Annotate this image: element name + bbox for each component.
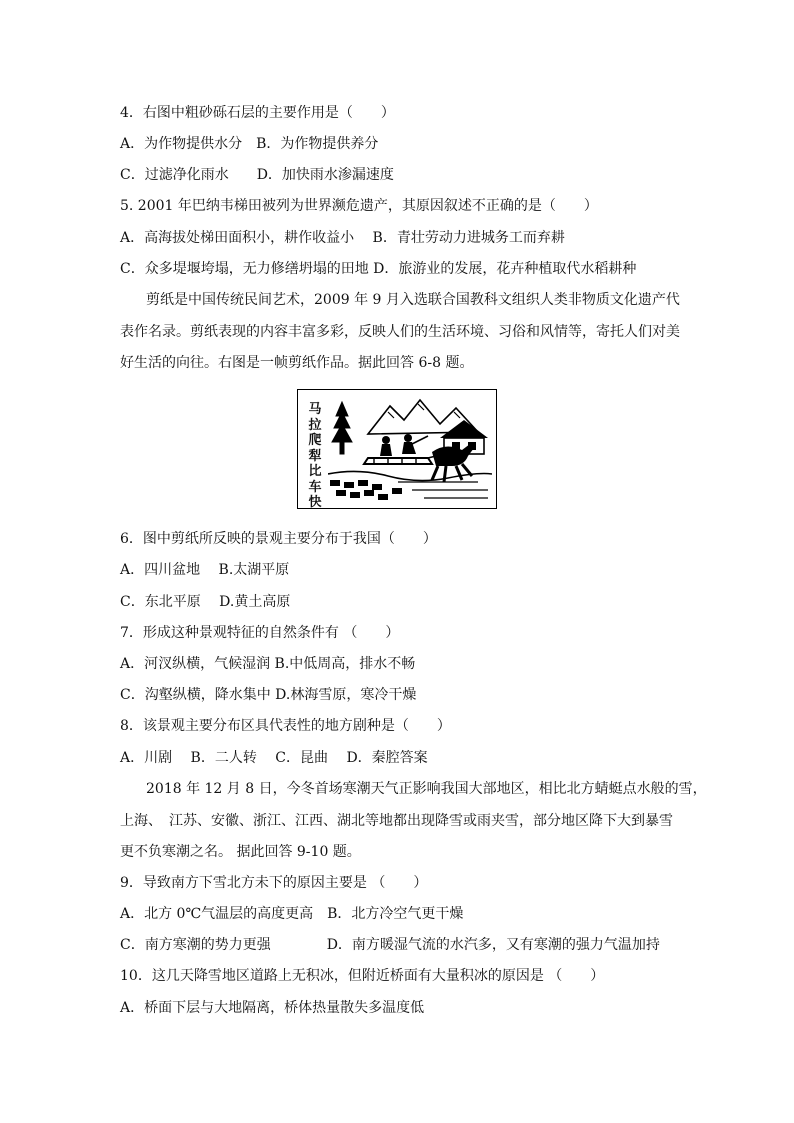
caption-char: 比: [308, 464, 322, 479]
caption-char: 马: [308, 402, 322, 417]
caption-char: 犁: [308, 448, 322, 464]
q5-options-cd: C．众多堤堰垮塌，无力修缮坍塌的田地 D．旅游业的发展，花卉种植取代水稻耕种: [120, 261, 637, 277]
q5-options-ab: A．高海拔处梯田面积小，耕作收益小 B．青壮劳动力进城务工而弃耕: [120, 230, 565, 246]
passage2-line3: 更不负寒潮之名。 据此回答 9-10 题。: [120, 844, 361, 860]
q6-options-ab: A．四川盆地 B.太湖平原: [120, 562, 290, 578]
passage2-line2: 上海、 江苏、安徽、浙江、江西、湖北等地都出现降雪或雨夹雪，部分地区降下大到暴雪: [120, 813, 673, 829]
q7-options-cd: C．沟壑纵横，降水集中 D.林海雪原，寒冷干燥: [120, 687, 417, 703]
q9-options-cd: C．南方寒潮的势力更强 D．南方暖湿气流的水汽多，又有寒潮的强力气温加持: [120, 937, 660, 953]
caption-char: 快: [308, 495, 322, 510]
q5-stem: 5. 2001 年巴纳韦梯田被列为世界濒危遗产，其原因叙述不正确的是（ ）: [120, 198, 598, 214]
q6-options-cd: C．东北平原 D.黄土高原: [120, 594, 291, 610]
passage2-line1: 2018 年 12 月 8 日，今冬首场寒潮天气正影响我国大部地区，相比北方蜻蜓点水般的雪，: [146, 781, 707, 797]
q4-options-cd: C．过滤净化雨水 D．加快雨水渗漏速度: [120, 167, 394, 183]
passage1-line3: 好生活的向往。右图是一帧剪纸作品。据此回答 6-8 题。: [120, 355, 474, 371]
q10-stem: 10．这几天降雪地区道路上无积冰，但附近桥面有大量积冰的原因是 （ ）: [120, 968, 605, 984]
figure-caption: [307, 402, 323, 511]
caption-char: 爬: [308, 433, 322, 448]
caption-char: 拉: [308, 417, 322, 433]
paper-cut-figure: [297, 389, 497, 509]
q10-option-a: A．桥面下层与大地隔离，桥体热量散失多温度低: [120, 1000, 425, 1016]
q7-options-ab: A．河汊纵横，气候湿润 B.中低周高，排水不畅: [120, 656, 416, 672]
q6-stem: 6．图中剪纸所反映的景观主要分布于我国（ ）: [120, 531, 437, 547]
q9-stem: 9．导致南方下雪北方未下的原因主要是 （ ）: [120, 875, 428, 891]
q7-stem: 7．形成这种景观特征的自然条件有 （ ）: [120, 625, 400, 641]
q8-options: A．川剧 B．二人转 C．昆曲 D．秦腔答案: [120, 750, 428, 766]
q9-options-ab: A．北方 0℃气温层的高度更高 B．北方冷空气更干燥: [120, 906, 464, 922]
q8-stem: 8．该景观主要分布区具代表性的地方剧种是（ ）: [120, 718, 451, 734]
pine-tree-icon: [332, 402, 352, 454]
sled-paper-cut-illustration: [328, 394, 492, 504]
passage1-line1: 剪纸是中国传统民间艺术，2009 年 9 月入选联合国教科文组织人类非物质文化遗产代: [146, 292, 680, 308]
q4-options-ab: A．为作物提供水分 B．为作物提供养分: [120, 136, 379, 152]
caption-char: 车: [308, 479, 322, 495]
q4-stem: 4．右图中粗砂砾石层的主要作用是（ ）: [120, 105, 395, 121]
passage1-line2: 表作名录。剪纸表现的内容丰富多彩，反映人们的生活环境、习俗和风情等，寄托人们对美: [120, 324, 680, 340]
